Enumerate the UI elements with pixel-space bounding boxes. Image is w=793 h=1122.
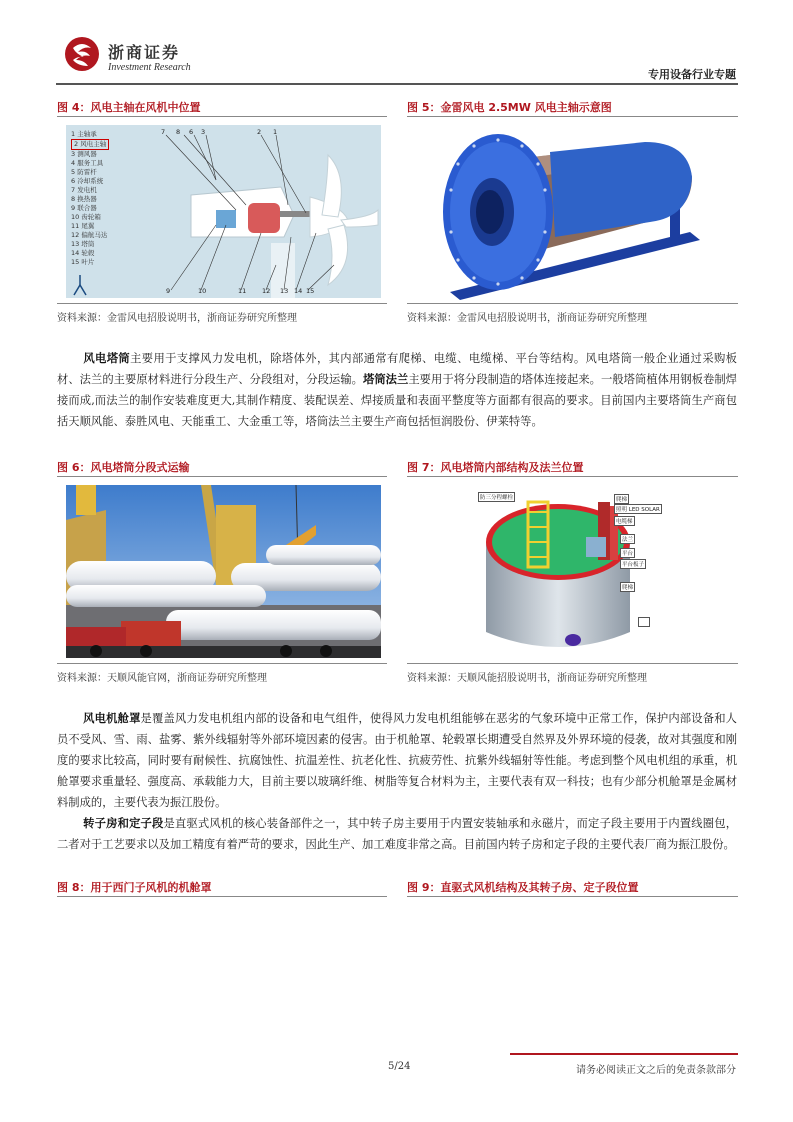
term-nacelle-cover: 风电机舱罩 [83, 711, 141, 725]
company-logo [64, 36, 100, 72]
fig4-callout: 11 [238, 287, 247, 295]
fig7-tower-structure-diagram [478, 482, 678, 660]
fig4-callout: 14 [294, 287, 303, 295]
fig4-callout: 7 [161, 128, 166, 136]
disclaimer-note: 请务必阅读正文之后的免责条款部分 [576, 1065, 736, 1076]
fig7-label: 防三分程螺栓 [478, 492, 515, 502]
fig7-label: 平台 [620, 548, 635, 558]
fig8-caption-rule [57, 896, 387, 897]
brand-subtitle: Investment Research [108, 62, 191, 73]
fig7-label: 法兰 [620, 534, 635, 544]
fig7-label: 平台板子 [620, 559, 646, 569]
fig6-tower-transport-photo [66, 485, 381, 658]
header-divider [56, 83, 738, 85]
report-type: 专用设备行业专题 [648, 68, 736, 81]
fig7-caption: 图 7：风电塔筒内部结构及法兰位置 [407, 461, 584, 474]
fig4-caption-rule [57, 116, 387, 117]
fig7-caption-rule [407, 476, 738, 477]
fig4-source-rule [57, 303, 387, 304]
fig4-legend-item-highlighted: 2 风电主轴 [71, 139, 109, 150]
fig4-callout: 10 [198, 287, 207, 295]
fig4-callout: 2 [257, 128, 262, 136]
fig9-caption: 图 9：直驱式风机结构及其转子房、定子段位置 [407, 881, 639, 894]
fig4-legend-item: 10 齿轮箱 [71, 213, 101, 221]
fig5-caption: 图 5：金雷风电 2.5MW 风电主轴示意图 [407, 101, 612, 114]
fig4-legend-item: 1 主轴承 [71, 130, 97, 138]
fig4-callout: 8 [176, 128, 181, 136]
fig7-empty-label [638, 617, 650, 627]
fig4-source: 资料来源：金雷风电招股说明书，浙商证券研究所整理 [57, 313, 297, 324]
fig4-legend [71, 130, 151, 267]
fig4-callout: 12 [262, 287, 271, 295]
fig7-label: 电缆梯 [614, 516, 635, 526]
fig4-legend-item: 12 偏航马达 [71, 231, 108, 239]
paragraph-text: 是覆盖风力发电机组内部的设备和电气组件，使得风力发电机组能够在恶劣的气象环境中正常工作，保护内部设备和人员不受风、雪、雨、盐雾、紫外线辐射等外部环境因素的侵害。由于机舱罩、轮毂罩长期遭受自然界及外界环境的侵袭，故对其强度和刚度的要求比较高，同时要有耐候性、抗腐蚀性、抗温差性、抗老化性、抗疲劳性、抗紫外线辐射等性能。考虑到整个风电机组的承重，机舱罩要求重量轻、强度高、承载能力大，目前主要以玻璃纤维、树脂等复合材料为主，主要代表有双一科技；也有少部分机舱罩是金属材料制成的，主要代表为振江股份。 [57, 712, 737, 809]
term-rotor-stator: 转子房和定子段 [83, 816, 164, 830]
fig4-caption: 图 4：风电主轴在风机中位置 [57, 101, 201, 114]
fig4-legend-item: 11 尾翼 [71, 222, 95, 230]
fig9-caption-rule [407, 896, 738, 897]
page-number: 5/24 [388, 1061, 411, 1072]
fig4-callout: 1 [273, 128, 278, 136]
fig7-label: 照明 LED SOLAR [614, 504, 662, 514]
fig4-callout: 3 [201, 128, 206, 136]
footer-divider [510, 1053, 738, 1055]
paragraph-tower [57, 348, 737, 432]
paragraph-text: 主要用于将分段制造的塔体连接起来。一般塔筒植体用钢板卷制焊接而成,而法兰的制作安装难度更大,其制作精度、装配误差、焊接质量和表面平整度等方面都有很高的要求。目前国内主要塔筒生产商包括天顺风能、泰胜风电、天能重工、大金重工等，塔筒法兰主要生产商包括恒润股份、伊莱特等。 [57, 373, 737, 428]
fig8-caption: 图 8：用于西门子风机的机舱罩 [57, 881, 212, 894]
fig5-source-rule [407, 303, 738, 304]
fig5-source: 资料来源：金雷风电招股说明书，浙商证券研究所整理 [407, 313, 647, 324]
brand-name: 浙商证券 [108, 43, 181, 62]
paragraph-nacelle [57, 708, 737, 855]
fig6-source: 资料来源：天顺风能官网，浙商证券研究所整理 [57, 673, 267, 684]
fig4-legend-item: 3 测风器 [71, 150, 97, 158]
fig4-callout: 6 [189, 128, 194, 136]
fig7-label: 爬梯 [620, 582, 635, 592]
term-wind-tower: 风电塔筒 [83, 351, 131, 365]
fig6-source-rule [57, 663, 387, 664]
fig4-legend-item: 4 服务工具 [71, 159, 104, 167]
fig7-source-rule [407, 663, 738, 664]
fig5-caption-rule [407, 116, 738, 117]
fig6-caption: 图 6：风电塔筒分段式运输 [57, 461, 190, 474]
fig4-legend-item: 15 叶片 [71, 258, 95, 266]
fig4-legend-item: 14 轮毂 [71, 249, 95, 257]
fig4-legend-item: 8 换热器 [71, 195, 97, 203]
fig4-legend-item: 5 防雷杆 [71, 168, 97, 176]
fig4-legend-item: 6 冷却系统 [71, 177, 104, 185]
paragraph-text: 主要用于支撑风力发电机，除塔体外，其内部通常有爬梯、电缆、电缆梯、平台等结构。风电塔筒一般企业通过采购板材、法兰的主要原材料进行分段生产、分段组对，分段运输。 [57, 352, 737, 386]
fig6-caption-rule [57, 476, 387, 477]
paragraph-text: 是直驱式风机的核心装备部件之一，其中转子房主要用于内置安装轴承和永磁片，而定子段主要用于内置线圈包，二者对于工艺要求以及加工精度有着严苛的要求，因此生产、加工难度非常之高。目前国内转子房和定子段的主要代表厂商为振江股份。 [57, 817, 737, 851]
term-tower-flange: 塔筒法兰 [363, 372, 409, 386]
fig4-callout: 9 [166, 287, 171, 295]
fig4-legend-item: 9 联合器 [71, 204, 97, 212]
fig5-main-shaft-image [430, 122, 720, 300]
fig4-legend-item: 13 塔筒 [71, 240, 95, 248]
fig4-legend-item: 7 发电机 [71, 186, 97, 194]
fig4-callout: 15 [306, 287, 315, 295]
fig7-label: 爬梯 [614, 494, 629, 504]
fig7-source: 资料来源：天顺风能招股说明书，浙商证券研究所整理 [407, 673, 647, 684]
fig4-callout: 13 [280, 287, 289, 295]
fig4-turbine-diagram [66, 125, 381, 298]
